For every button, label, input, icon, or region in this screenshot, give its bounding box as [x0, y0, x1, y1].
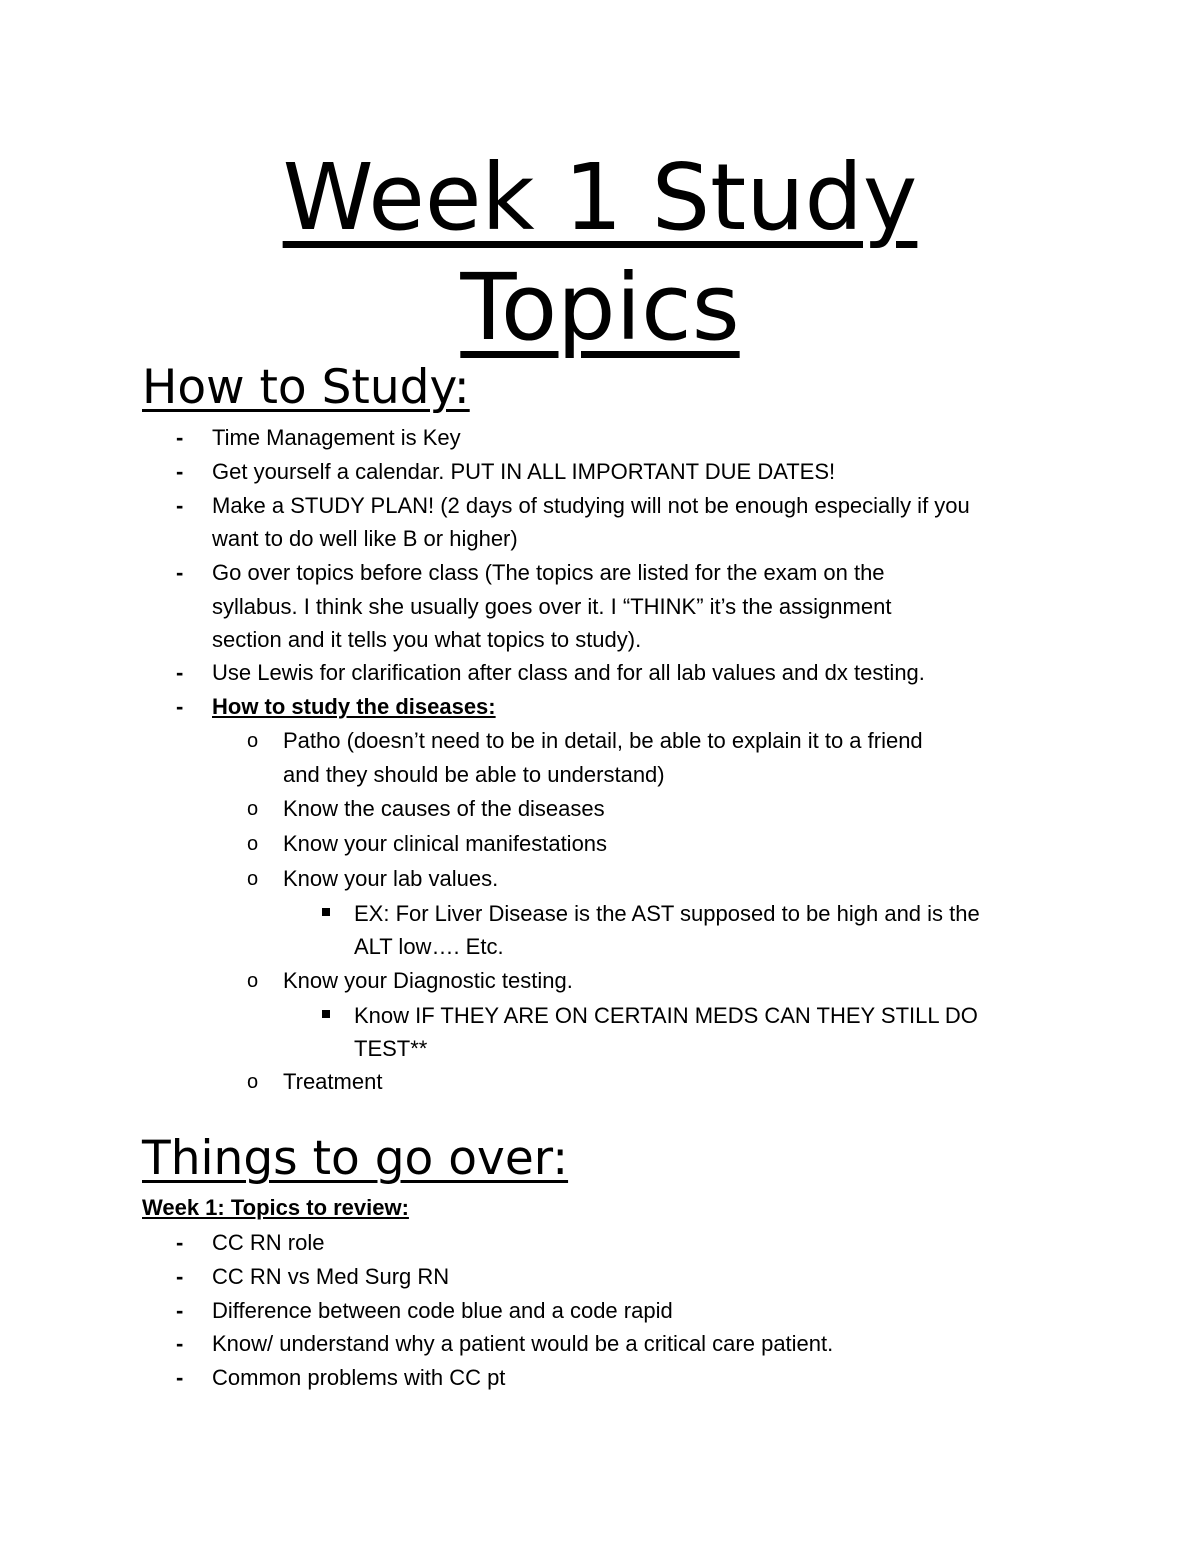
- circle-bullet: o: [247, 1071, 259, 1093]
- list-item-continuation: want to do well like B or higher): [212, 526, 518, 551]
- dash-bullet: -: [176, 1331, 184, 1356]
- list-item: Know/ understand why a patient would be a critical care patient.: [212, 1331, 834, 1356]
- list-item: Difference between code blue and a code rapid: [212, 1298, 673, 1323]
- list-item-continuation: syllabus. I think she usually goes over it. I “THINK” it’s the assignment: [212, 594, 892, 619]
- dash-bullet: -: [176, 1298, 184, 1323]
- sub-list-item: Know the causes of the diseases: [283, 796, 605, 821]
- dash-bullet: -: [176, 1365, 184, 1390]
- dash-bullet: -: [176, 493, 184, 518]
- square-bullet-icon: [322, 1010, 330, 1018]
- circle-bullet: o: [247, 798, 259, 820]
- sub-sub-list-item: Know IF THEY ARE ON CERTAIN MEDS CAN THEY STILL DO: [354, 1003, 978, 1028]
- list-item: Make a STUDY PLAN! (2 days of studying will not be enough especially if you: [212, 493, 970, 518]
- sub-sub-list-item-continuation: ALT low…. Etc.: [354, 934, 504, 959]
- document-title-line-2: Topics: [460, 254, 740, 361]
- dash-bullet: -: [176, 1264, 184, 1289]
- list-item-continuation: section and it tells you what topics to study).: [212, 627, 642, 652]
- diseases-subheading: How to study the diseases:: [212, 694, 496, 719]
- sub-list-item: Know your Diagnostic testing.: [283, 968, 573, 993]
- list-item: Time Management is Key: [212, 425, 461, 450]
- dash-bullet: -: [176, 560, 184, 585]
- sub-sub-list-item: EX: For Liver Disease is the AST supposed to be high and is the: [354, 901, 980, 926]
- list-item: Use Lewis for clarification after class and for all lab values and dx testing.: [212, 660, 925, 685]
- things-to-go-over-heading: Things to go over:: [142, 1131, 569, 1186]
- dash-bullet: -: [176, 459, 184, 484]
- list-item: Common problems with CC pt: [212, 1365, 506, 1390]
- dash-bullet: -: [176, 1230, 184, 1255]
- circle-bullet: o: [247, 730, 259, 752]
- how-to-study-heading: How to Study:: [142, 360, 470, 415]
- sub-list-item: Treatment: [283, 1069, 383, 1094]
- week-1-topics-subheading: Week 1: Topics to review:: [142, 1195, 409, 1220]
- dash-bullet: -: [176, 660, 184, 685]
- document-title-line-1: Week 1 Study: [282, 144, 918, 251]
- square-bullet-icon: [322, 908, 330, 916]
- dash-bullet: -: [176, 694, 184, 719]
- circle-bullet: o: [247, 833, 259, 855]
- list-item: Go over topics before class (The topics are listed for the exam on the: [212, 560, 885, 585]
- list-item: CC RN vs Med Surg RN: [212, 1264, 450, 1289]
- sub-list-item: Know your lab values.: [283, 866, 499, 891]
- sub-list-item-continuation: and they should be able to understand): [283, 762, 665, 787]
- sub-sub-list-item-continuation: TEST**: [354, 1036, 428, 1061]
- circle-bullet: o: [247, 970, 259, 992]
- sub-list-item: Know your clinical manifestations: [283, 831, 608, 856]
- list-item: CC RN role: [212, 1230, 325, 1255]
- list-item: Get yourself a calendar. PUT IN ALL IMPORTANT DUE DATES!: [212, 459, 836, 484]
- sub-list-item: Patho (doesn’t need to be in detail, be able to explain it to a friend: [283, 728, 923, 753]
- circle-bullet: o: [247, 868, 259, 890]
- dash-bullet: -: [176, 425, 184, 450]
